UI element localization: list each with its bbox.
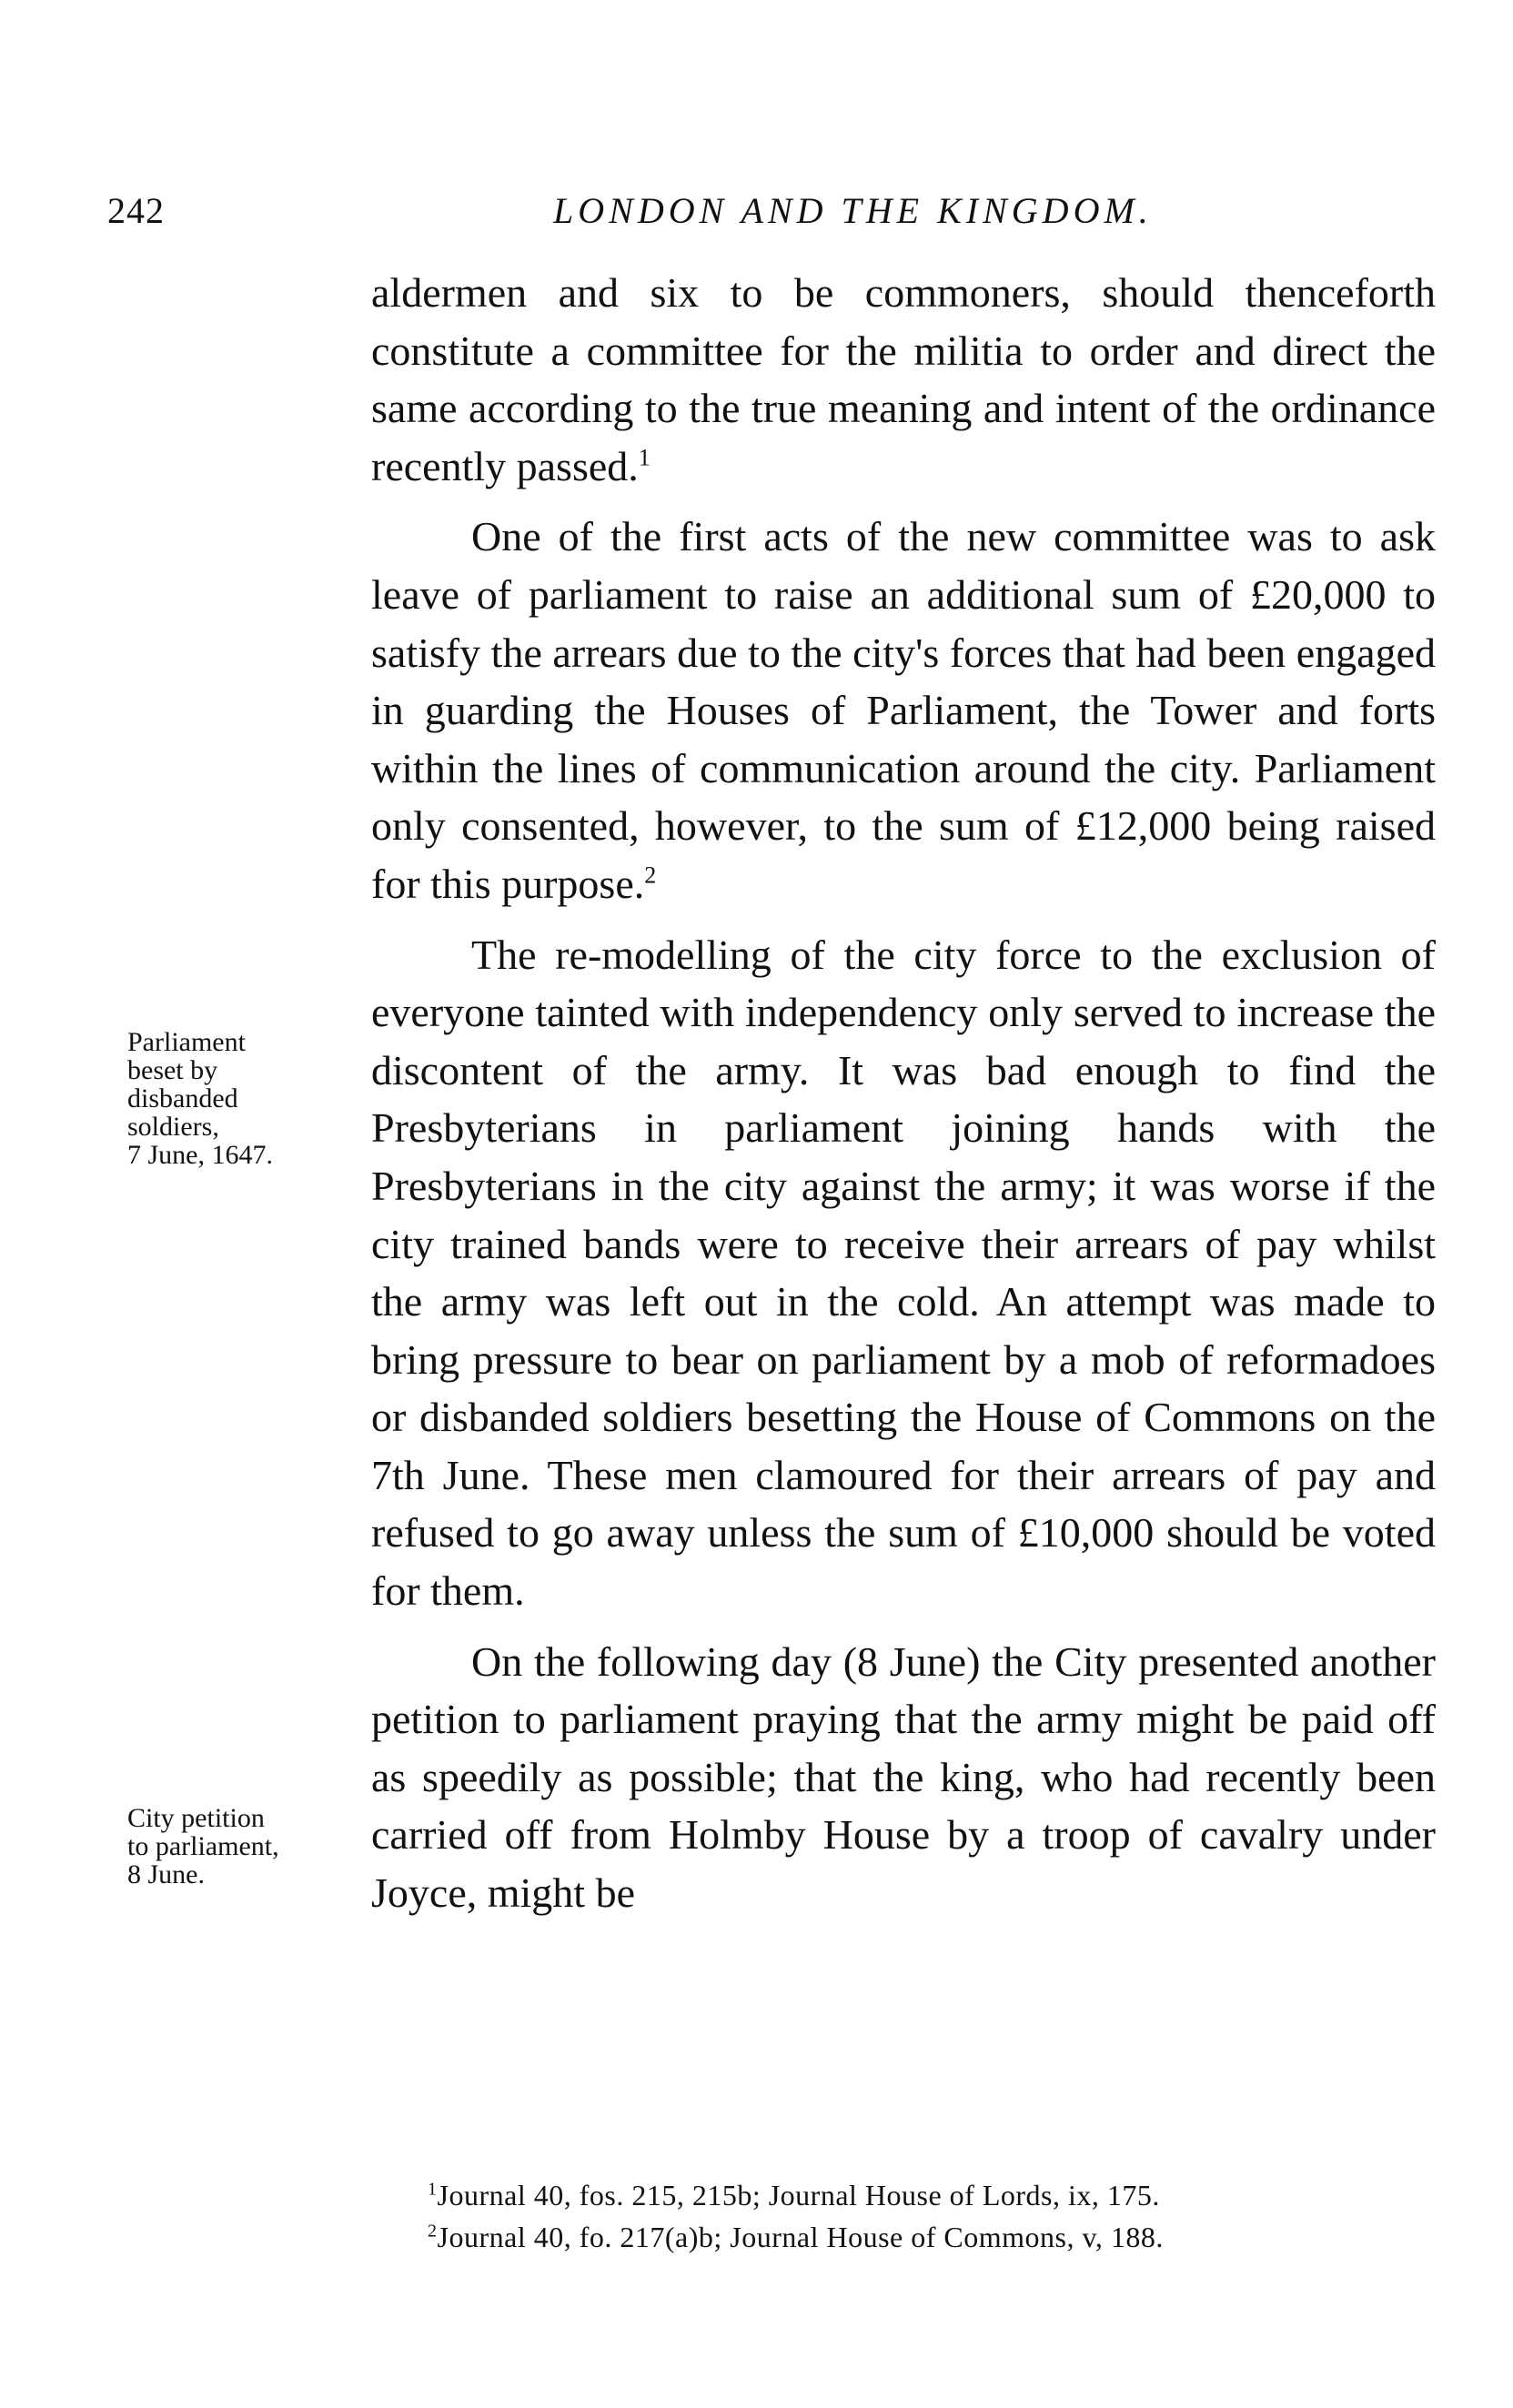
paragraph-text: On the following day (8 June) the City presented another petition to parliament praying that the army might be paid off as speedily as possible; that the king, who had recently been carried off from Holmby House by a troop of cavalry under Joyce, might be bbox=[371, 1637, 1436, 1917]
page-number: 242 bbox=[107, 190, 165, 231]
sidenote-line: beset by bbox=[127, 1055, 218, 1085]
sidenote-line: soldiers, bbox=[127, 1112, 219, 1142]
paragraph-remodelling bbox=[371, 926, 1436, 1620]
paragraph-new-committee bbox=[371, 508, 1436, 912]
footnote-1 bbox=[428, 2174, 1437, 2216]
footnote-ref: 2 bbox=[644, 861, 657, 889]
sidenote-line: City petition bbox=[127, 1803, 265, 1833]
sidenote-parliament-beset bbox=[127, 1028, 355, 1169]
running-head bbox=[107, 189, 1436, 244]
footnote-marker: 1 bbox=[428, 2179, 438, 2200]
running-title: LONDON AND THE KINGDOM. bbox=[553, 190, 1153, 231]
paragraph-text: One of the first acts of the new committee was to ask leave of parliament to raise an additional sum of £20,000 to satisfy the arrears due to the city's forces that had been engaged in guarding the Houses of Parliament, the Tower and forts within the lines of communication around the city. Parliament only consented, however, to the sum of £12,000 being raised for this purpose. bbox=[371, 513, 1436, 907]
footnotes bbox=[428, 2174, 1437, 2258]
footnote-text: Journal 40, fo. 217(a)b; Journal House of Commons, v, 188. bbox=[437, 2221, 1164, 2253]
sidenote-line: disbanded bbox=[127, 1083, 238, 1113]
paragraph-text: aldermen and six to be commoners, should thenceforth constitute a committee for the militia to order and direct the same according to the true meaning and intent of the ordinance recently passed. bbox=[371, 269, 1436, 489]
paragraph-city-petition bbox=[371, 1633, 1436, 1922]
footnote-text: Journal 40, fos. 215, 215b; Journal House of Lords, ix, 175. bbox=[437, 2179, 1160, 2212]
paragraph-continuation bbox=[371, 264, 1436, 495]
sidenote-line: to parliament, bbox=[127, 1831, 279, 1861]
footnote-2 bbox=[428, 2216, 1437, 2258]
footnote-ref: 1 bbox=[638, 444, 651, 471]
sidenote-line: 8 June. bbox=[127, 1859, 205, 1889]
paragraph-text: The re-modelling of the city force to the exclusion of everyone tainted with independency only served to increase the discontent of the army. It was bad enough to find the Presbyterians in parliament joining hands with the Presbyterians in the city against the army; it was worse if the city trained bands were to receive their arrears of pay whilst the army was left out in the cold. An attempt was made to bring pressure to bear on parliament by a mob of reformadoes or disbanded soldiers besetting the House of Commons on the 7th June. These men clamoured for their arrears of pay and refused to go away unless the sum of £10,000 should be voted for them. bbox=[371, 931, 1436, 1615]
sidenote-line: 7 June, 1647. bbox=[127, 1140, 273, 1170]
footnote-marker: 2 bbox=[428, 2221, 438, 2242]
body-text bbox=[371, 264, 1436, 1922]
sidenote-line: Parliament bbox=[127, 1027, 246, 1057]
sidenote-city-petition bbox=[127, 1804, 355, 1889]
